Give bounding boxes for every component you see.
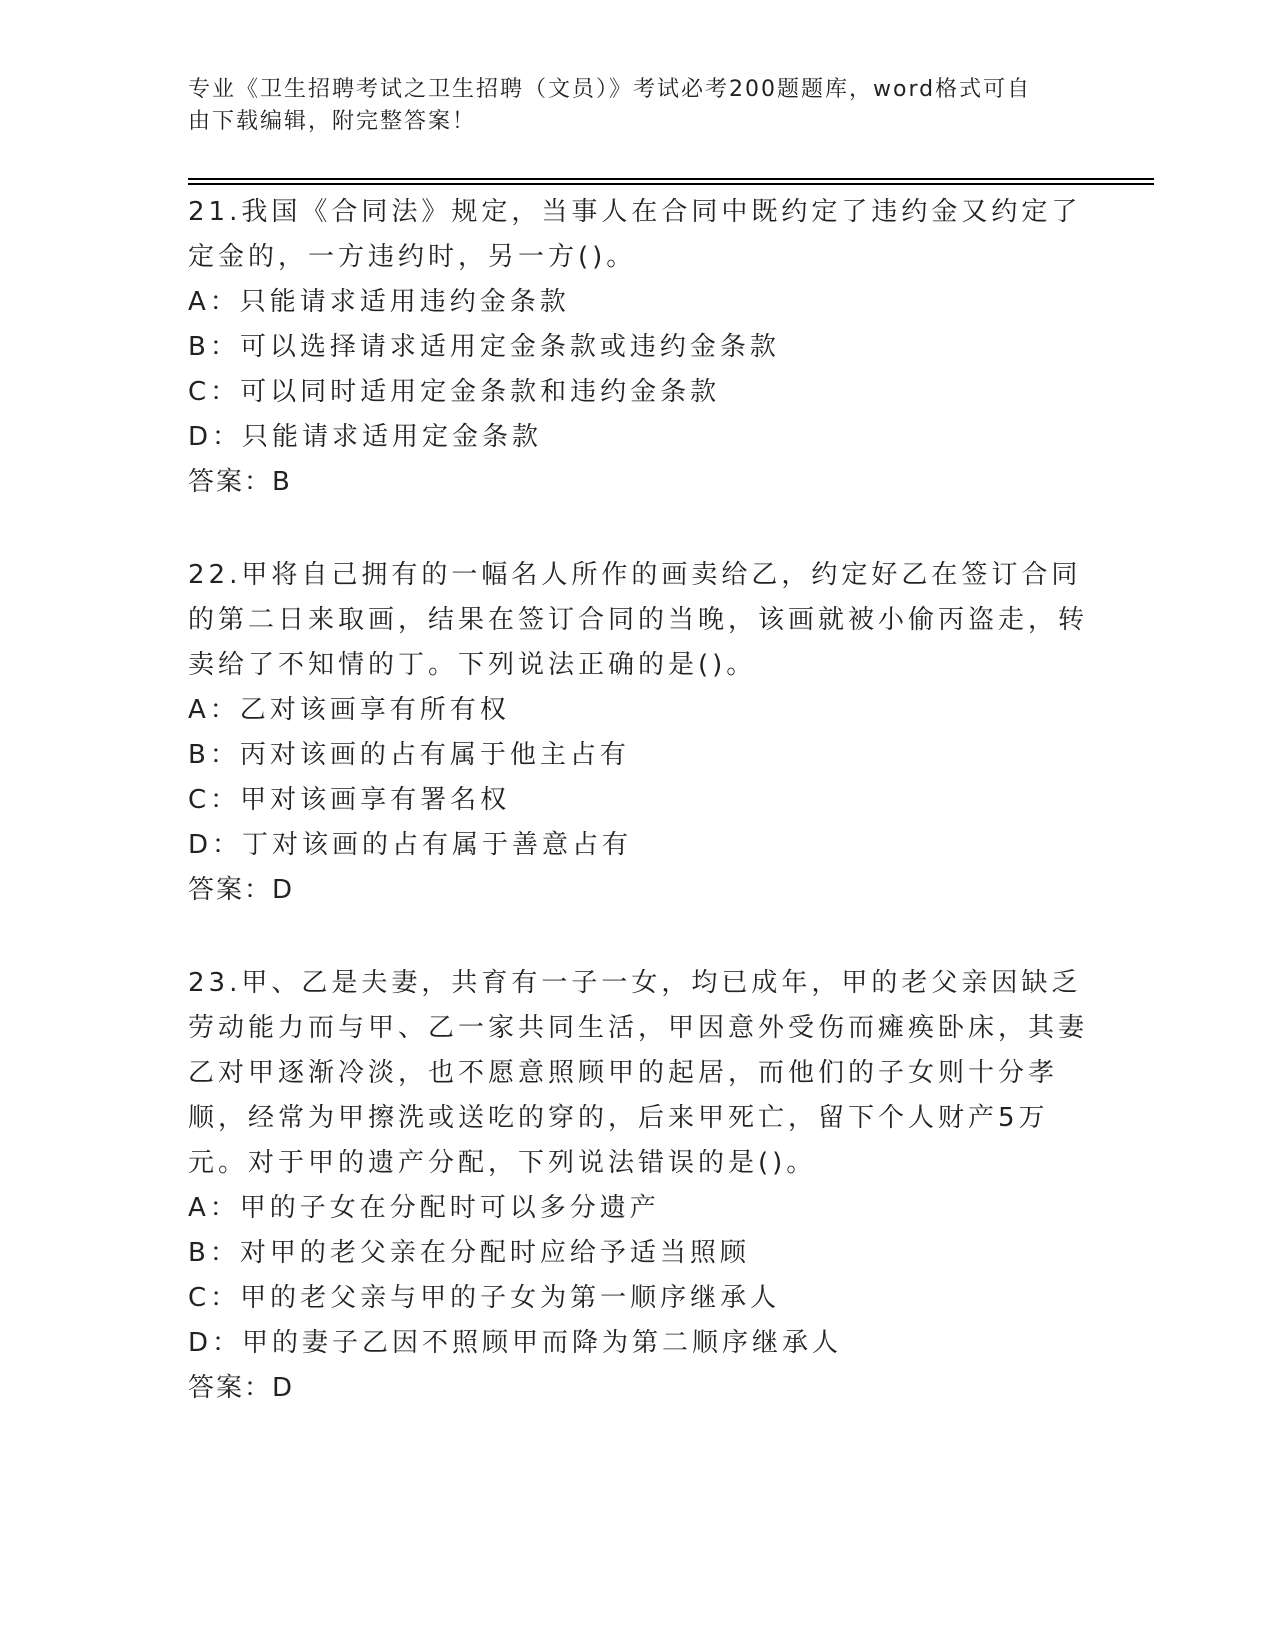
header-line-1: 专业《卫生招聘考试之卫生招聘（文员）》考试必考200题题库，word格式可自 (188, 77, 1032, 102)
question-list (188, 190, 1088, 1459)
option-d: D：甲的妻子乙因不照顾甲而降为第二顺序继承人 (188, 1328, 843, 1358)
question-stem: 23.甲、乙是夫妻，共育有一子一女，均已成年，甲的老父亲因缺乏劳动能力而与甲、乙一家共同生活，甲因意外受伤而瘫痪卧床，其妻乙对甲逐渐冷淡，也不愿意照顾甲的起居，而他们的子女则十分孝顺，经常为甲擦洗或送吃的穿的，后来甲死亡，留下个人财产5万元。对于甲的遗产分配，下列说法错误的是()。 (188, 968, 1089, 1178)
answer-line: 答案：B (188, 467, 292, 497)
option-a: A：只能请求适用违约金条款 (188, 287, 570, 317)
option-c: C：甲对该画享有署名权 (188, 785, 511, 815)
answer-line: 答案：D (188, 1373, 295, 1403)
option-d: D：丁对该画的占有属于善意占有 (188, 830, 633, 860)
option-d: D：只能请求适用定金条款 (188, 422, 543, 452)
option-a: A：甲的子女在分配时可以多分遗产 (188, 1193, 660, 1223)
question-21 (188, 190, 1088, 505)
option-c: C：甲的老父亲与甲的子女为第一顺序继承人 (188, 1283, 781, 1313)
option-b: B：丙对该画的占有属于他主占有 (188, 740, 630, 770)
header-line-2: 由下载编辑，附完整答案！ (188, 109, 477, 134)
header-divider-top (188, 178, 1154, 180)
question-stem: 22.甲将自己拥有的一幅名人所作的画卖给乙，约定好乙在签订合同的第二日来取画，结果在签订合同的当晚，该画就被小偷丙盗走，转卖给了不知情的丁。下列说法正确的是()。 (188, 560, 1089, 680)
option-a: A：乙对该画享有所有权 (188, 695, 510, 725)
answer-line: 答案：D (188, 875, 295, 905)
option-b: B：可以选择请求适用定金条款或违约金条款 (188, 332, 780, 362)
option-b: B：对甲的老父亲在分配时应给予适当照顾 (188, 1238, 750, 1268)
question-22 (188, 553, 1088, 913)
question-23 (188, 961, 1088, 1411)
header-divider-bottom (188, 183, 1154, 185)
document-header (188, 74, 1068, 138)
option-c: C：可以同时适用定金条款和违约金条款 (188, 377, 721, 407)
question-stem: 21.我国《合同法》规定，当事人在合同中既约定了违约金又约定了定金的，一方违约时，另一方()。 (188, 197, 1082, 272)
